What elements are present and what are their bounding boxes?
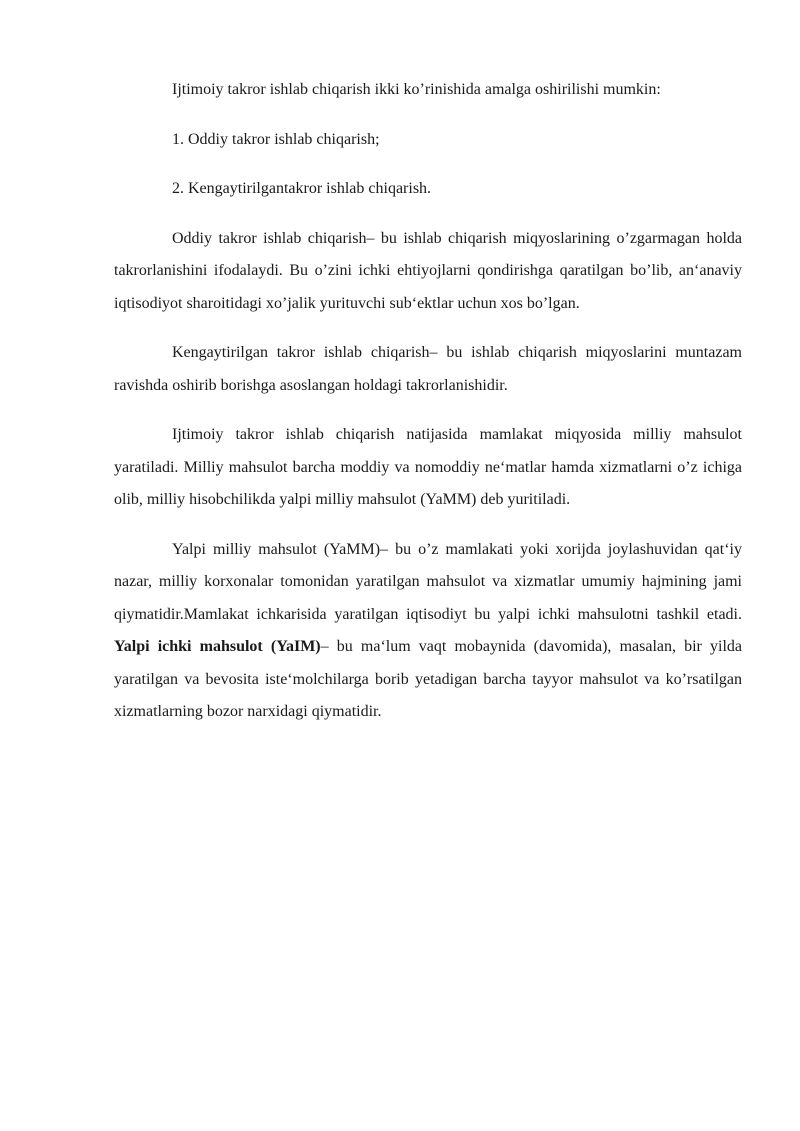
paragraph-oddiy-definition: Oddiy takror ishlab chiqarish– bu ishlab chiqarish miqyoslarining o’zgarmagan holda takrorlanishini ifodalaydi. Bu o’zini ichki ehtiyojlarni qondirishga qaratilgan bo’lib, an‘anaviy iqtisodiyot sharoitidagi xo’jalik yurituvchi sub‘ektlar uchun xos bo’lgan.: [114, 229, 742, 312]
paragraph-yamm-yaim: [114, 534, 742, 729]
paragraph-milliy-mahsulot: Ijtimoiy takror ishlab chiqarish natijasida mamlakat miqyosida milliy mahsulot yaratiladi. Milliy mahsulot barcha moddiy va nomoddiy ne‘matlar hamda xizmatlarni o’z ichiga olib, milliy hisobchilikda yalpi milliy mahsulot (YaMM) deb yuritiladi.: [114, 426, 742, 508]
list-item-oddiy: 1. Oddiy takror ishlab chiqarish;: [172, 130, 380, 148]
yamm-definition-text: Yalpi milliy mahsulot (YaMM)– bu o’z mamlakati yoki xorijda joylashuvidan qat‘iy nazar, milliy korxonalar tomonidan yaratilgan mahsulot va xizmatlar umumiy hajmining jami qiymatidir.Mamlakat ichkarisida yaratilgan iqtisodiyt bu yalpi ichki mahsulotni tashkil etadi.: [114, 540, 742, 623]
paragraph-kengaytirilgan-definition: Kengaytirilgan takror ishlab chiqarish– bu ishlab chiqarish miqyoslarini muntazam ravishda oshirib borishga asoslangan holdagi takrorlanishidir.: [114, 344, 742, 394]
document-body: [114, 74, 742, 746]
yaim-term: Yalpi ichki mahsulot (YaIM): [114, 638, 321, 655]
intro-line: Ijtimoiy takror ishlab chiqarish ikki ko’rinishida amalga oshirilishi mumkin:: [172, 81, 661, 98]
yaim-definition-text: – bu ma‘lum vaqt mobaynida (davomida), masalan, bir yilda yaratilgan va bevosita iste‘molchilarga borib yetadigan barcha tayyor mahsulot va ko’rsatilgan xizmatlarning bozor narxidagi qiymatidir.: [114, 638, 743, 720]
list-item-kengaytirilgan: 2. Kengaytirilgantakror ishlab chiqarish.: [172, 180, 432, 197]
